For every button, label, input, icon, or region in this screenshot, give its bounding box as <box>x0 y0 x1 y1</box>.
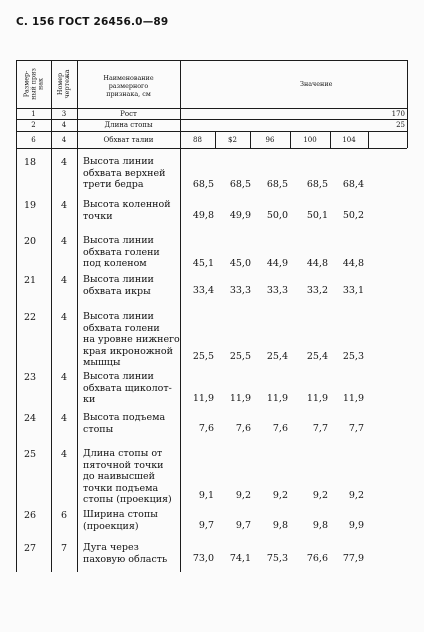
table-rule <box>16 131 407 132</box>
numbering-figure-number: 3 <box>61 109 67 118</box>
row-value: 9,7 <box>235 520 251 531</box>
row-value: 9,2 <box>235 490 251 501</box>
row-figure-number: 4 <box>61 275 68 286</box>
row-value: 9,1 <box>198 490 214 501</box>
row-feature-name: Высота коленной точки <box>83 199 171 222</box>
row-feature-number: 26 <box>24 510 37 521</box>
row-value: 75,3 <box>266 553 288 564</box>
row-value: 68,4 <box>342 179 364 190</box>
row-feature-number: 25 <box>24 449 37 460</box>
row-value: 49,8 <box>192 210 214 221</box>
row-figure-number: 4 <box>61 312 68 323</box>
table-rule <box>16 148 407 149</box>
row-value: 76,6 <box>306 553 328 564</box>
row-figure-number: 4 <box>61 236 68 247</box>
row-value: 9,2 <box>348 490 364 501</box>
row-value: 11,9 <box>266 393 288 404</box>
row-value: 25,3 <box>342 351 364 362</box>
row-feature-number: 18 <box>24 157 37 168</box>
row-value: 25,5 <box>192 351 214 362</box>
waist-figure-number: 4 <box>61 135 67 144</box>
row-value: 11,9 <box>342 393 364 404</box>
row-value: 11,9 <box>306 393 328 404</box>
row-feature-number: 22 <box>24 312 37 323</box>
row-value: 25,4 <box>266 351 288 362</box>
row-value: 9,2 <box>272 490 288 501</box>
foot-feature-name: Длина стопы <box>104 121 153 129</box>
row-value: 9,8 <box>272 520 288 531</box>
row-figure-number: 4 <box>61 449 68 460</box>
row-feature-name: Высота линии обхвата верхней трети бедра <box>83 156 166 190</box>
row-feature-number: 20 <box>24 236 37 247</box>
row-figure-number: 4 <box>61 413 68 424</box>
row-value: 50,0 <box>266 210 288 221</box>
table-rule <box>16 119 407 120</box>
row-feature-number: 27 <box>24 543 37 554</box>
waist-column-value: 104 <box>342 135 356 144</box>
waist-feature-number: 6 <box>31 135 36 144</box>
row-feature-name: Ширина стопы (проекция) <box>83 509 158 532</box>
foot-feature-number: 2 <box>31 121 36 129</box>
row-value: 73,0 <box>192 553 214 564</box>
row-value: 49,9 <box>229 210 251 221</box>
row-value: 33,3 <box>266 285 288 296</box>
numbering-value: 170 <box>391 109 405 118</box>
row-value: 7,6 <box>235 423 251 434</box>
row-value: 44,9 <box>266 258 288 269</box>
foot-figure-number: 4 <box>61 121 67 129</box>
row-value: 9,2 <box>312 490 328 501</box>
waist-feature-name: Обхват талии <box>103 135 154 144</box>
row-value: 9,8 <box>312 520 328 531</box>
row-value: 44,8 <box>306 258 328 269</box>
row-feature-name: Дуга через паховую область <box>83 542 168 565</box>
row-value: 33,3 <box>229 285 251 296</box>
row-feature-name: Высота линии обхвата голени на уровне нижнего края икроножной мышцы <box>83 311 180 368</box>
waist-column-value: 96 <box>265 135 275 144</box>
row-value: 33,2 <box>306 285 328 296</box>
row-feature-number: 23 <box>24 372 37 383</box>
row-value: 68,5 <box>266 179 288 190</box>
row-value: 68,5 <box>229 179 251 190</box>
row-value: 25,4 <box>306 351 328 362</box>
row-feature-number: 21 <box>24 275 37 286</box>
row-value: 45,0 <box>229 258 251 269</box>
row-feature-number: 24 <box>24 413 37 424</box>
numbering-feature-number: 1 <box>31 109 36 118</box>
row-value: 50,1 <box>306 210 328 221</box>
row-feature-number: 19 <box>24 200 37 211</box>
row-value: 68,5 <box>192 179 214 190</box>
row-feature-name: Высота линии обхвата щиколот- ки <box>83 371 172 405</box>
header-value: Значение <box>300 80 333 88</box>
table-rule <box>16 60 407 61</box>
row-figure-number: 6 <box>61 510 68 521</box>
row-figure-number: 4 <box>61 200 68 211</box>
waist-column-value: 100 <box>303 135 317 144</box>
row-value: 7,6 <box>198 423 214 434</box>
table-rule <box>368 131 369 148</box>
row-feature-name: Длина стопы от пяточной точки до наивысшей точки подъема стопы (проекция) <box>83 448 172 505</box>
row-value: 45,1 <box>192 258 214 269</box>
row-value: 7,7 <box>348 423 364 434</box>
row-value: 68,5 <box>306 179 328 190</box>
row-value: 7,6 <box>272 423 288 434</box>
waist-column-value: $2 <box>228 135 237 144</box>
row-value: 11,9 <box>229 393 251 404</box>
row-value: 33,4 <box>192 285 214 296</box>
table-rule <box>407 60 408 148</box>
row-value: 7,7 <box>312 423 328 434</box>
row-figure-number: 7 <box>61 543 68 554</box>
row-figure-number: 4 <box>61 157 68 168</box>
numbering-feature-name: Рост <box>120 109 137 118</box>
row-value: 25,5 <box>229 351 251 362</box>
foot-value: 25 <box>396 121 405 129</box>
row-feature-name: Высота линии обхвата икры <box>83 274 154 297</box>
row-value: 74,1 <box>229 553 251 564</box>
row-value: 9,9 <box>348 520 364 531</box>
header-feature-number: Размер- ный приз нак <box>22 68 44 100</box>
row-figure-number: 4 <box>61 372 68 383</box>
row-value: 44,8 <box>342 258 364 269</box>
row-feature-name: Высота линии обхвата голени под коленом <box>83 235 160 269</box>
waist-column-value: 88 <box>193 135 202 144</box>
page-header: С. 156 ГОСТ 26456.0—89 <box>16 16 169 28</box>
row-value: 11,9 <box>192 393 214 404</box>
row-value: 9,7 <box>198 520 214 531</box>
row-feature-name: Высота подъема стопы <box>83 412 166 435</box>
row-value: 50,2 <box>342 210 364 221</box>
header-figure-number: Номер чертежа <box>56 69 71 99</box>
row-value: 33,1 <box>342 285 364 296</box>
header-feature-name: Наименование размерного признака, см <box>103 74 154 98</box>
row-value: 77,9 <box>342 553 364 564</box>
